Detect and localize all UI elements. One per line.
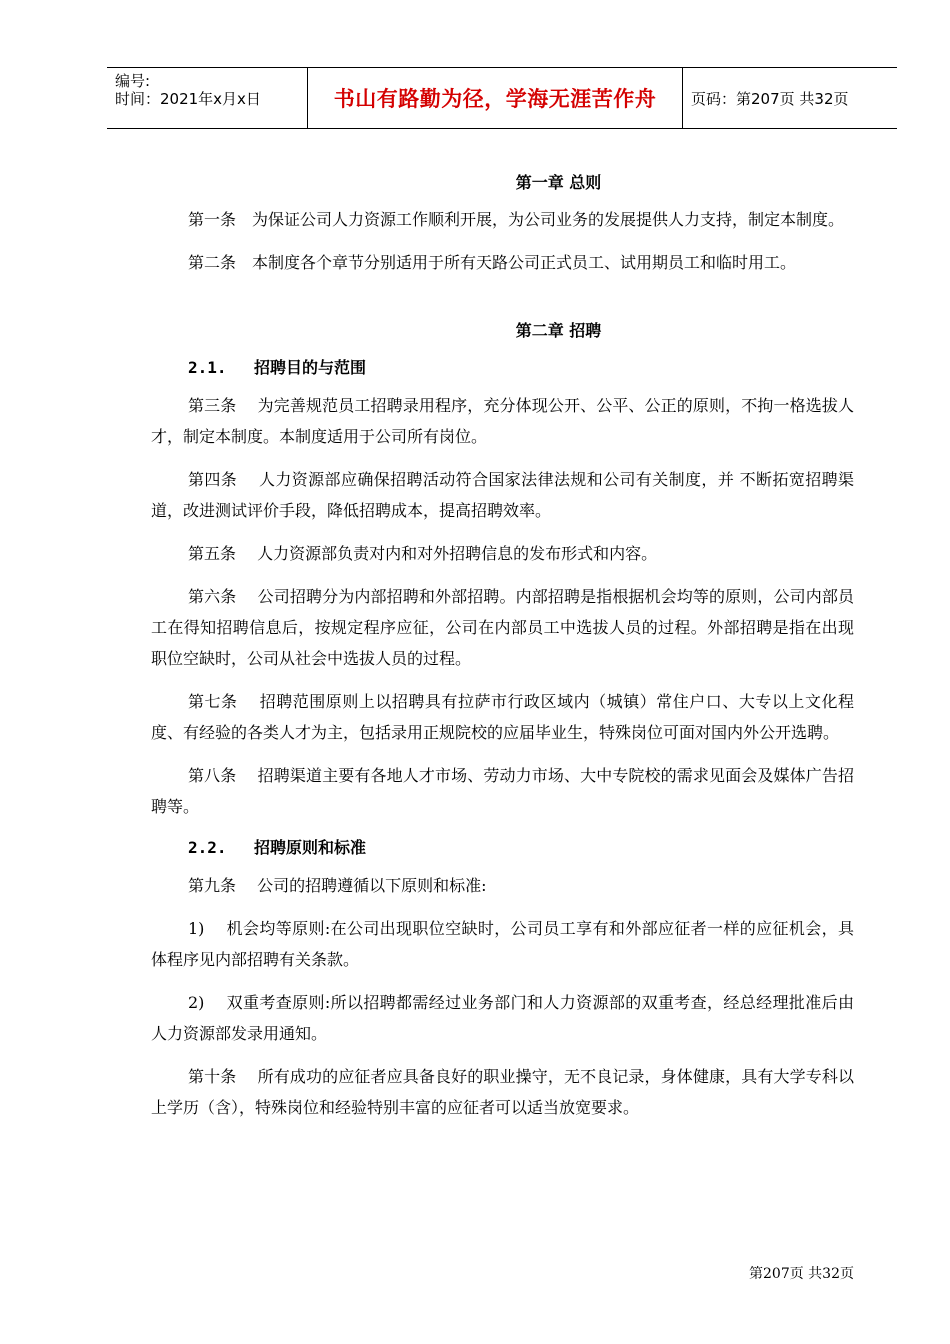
section-heading — [188, 834, 854, 862]
page-footer: 第207页 共32页 — [749, 1266, 854, 1282]
section-number: 2.1. — [188, 358, 227, 377]
list-item-1: 1) 机会均等原则:在公司出现职位空缺时，公司员工享有和外部应征者一样的应征机会，具体程序见内部招聘有关条款。 — [151, 919, 854, 969]
list-item-2: 2) 双重考查原则:所以招聘都需经过业务部门和人力资源部的双重考查，经总经理批准后由人力资源部发录用通知。 — [151, 993, 854, 1043]
article-6: 第六条 公司招聘分为内部招聘和外部招聘。内部招聘是指根据机会均等的原则，公司内部员工在得知招聘信息后，按规定程序应征，公司在内部员工中选拔人员的过程。外部招聘是指在出现职位空缺时，公司从社会中选拔人员的过程。 — [151, 587, 854, 668]
header-motto: 书山有路勤为径，学海无涯苦作舟 — [307, 68, 683, 128]
document-body — [151, 168, 854, 1123]
section-number: 2.2. — [188, 838, 227, 857]
article-10: 第十条 所有成功的应征者应具备良好的职业操守，无不良记录，身体健康，具有大学专科以上学历（含），特殊岗位和经验特别丰富的应征者可以适当放宽要求。 — [151, 1067, 854, 1117]
chapter-title: 第一章 总则 — [515, 173, 602, 192]
article-3: 第三条 为完善规范员工招聘录用程序，充分体现公开、公平、公正的原则，不拘一格选拔人才，制定本制度。本制度适用于公司所有岗位。 — [151, 396, 854, 446]
article-7: 第七条 招聘范围原则上以招聘具有拉萨市行政区域内（城镇）常住户口、大专以上文化程度、有经验的各类人才为主，包括录用正规院校的应届毕业生，特殊岗位可面对国内外公开选聘。 — [151, 692, 854, 742]
page-header — [107, 67, 897, 129]
time-label: 时间：2021年x月x日 — [115, 90, 261, 108]
section-title: 招聘目的与范围 — [254, 358, 367, 377]
article-5: 第五条 人力资源部负责对内和对外招聘信息的发布形式和内容。 — [188, 544, 658, 563]
article-4: 第四条 人力资源部应确保招聘活动符合国家法律法规和公司有关制度，并 不断拓宽招聘渠道，改进测试评价手段，降低招聘成本，提高招聘效率。 — [151, 470, 854, 520]
chapter-title: 第二章 招聘 — [515, 321, 602, 340]
section-title: 招聘原则和标准 — [254, 838, 367, 857]
article-9: 第九条 公司的招聘遵循以下原则和标准: — [188, 876, 487, 895]
article-2: 第二条 本制度各个章节分别适用于所有天路公司正式员工、试用期员工和临时用工。 — [188, 253, 797, 272]
number-label: 编号: — [115, 72, 151, 90]
article-1: 第一条 为保证公司人力资源工作顺利开展，为公司业务的发展提供人力支持，制定本制度。 — [188, 210, 845, 229]
section-heading — [188, 354, 854, 382]
header-meta — [115, 72, 261, 108]
article-8: 第八条 招聘渠道主要有各地人才市场、劳动力市场、大中专院校的需求见面会及媒体广告招聘等。 — [151, 766, 854, 816]
header-page-label: 页码：第207页 共32页 — [691, 89, 849, 108]
